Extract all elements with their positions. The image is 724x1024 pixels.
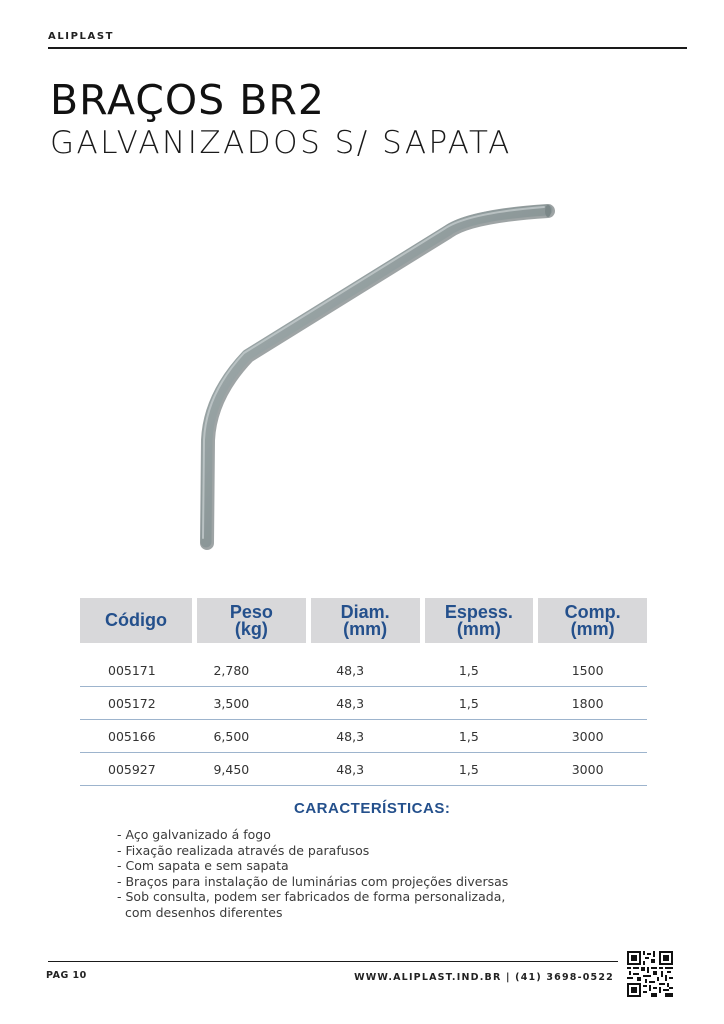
cell-espess: 1,5 <box>458 728 479 744</box>
characteristics-heading: CARACTERÍSTICAS: <box>294 800 451 817</box>
list-item: - Braços para instalação de luminárias com projeções diversas <box>117 873 509 889</box>
list-item: - Com sapata e sem sapata <box>117 858 289 873</box>
table-row <box>80 687 647 720</box>
pipe-end-cap <box>545 205 551 217</box>
header-diam: Diam. (mm) <box>311 598 420 643</box>
cell-espess: 1,5 <box>458 761 479 777</box>
table-header <box>80 598 647 643</box>
header-divider <box>48 47 687 49</box>
page-number: PAG 10 <box>46 970 87 981</box>
list-item: - Sob consulta, podem ser fabricados de forma personalizada, <box>117 889 506 904</box>
header-comp: Comp. (mm) <box>538 598 647 643</box>
cell-peso: 2,780 <box>213 662 250 678</box>
cell-diam: 48,3 <box>336 761 365 777</box>
pipe-highlight <box>203 207 544 538</box>
page-title: BRAÇOS BR2 <box>50 76 325 124</box>
pipe-shadow <box>207 211 548 543</box>
qr-code-icon[interactable] <box>627 951 673 997</box>
cell-codigo: 005171 <box>108 662 156 678</box>
brand-name: ALIPLAST <box>48 31 115 42</box>
header-codigo: Código <box>80 598 192 643</box>
cell-diam: 48,3 <box>336 728 365 744</box>
list-item: com desenhos diferentes <box>117 904 283 920</box>
footer-divider <box>48 961 618 962</box>
cell-peso: 9,450 <box>213 761 250 777</box>
page-subtitle: GALVANIZADOS S/ SAPATA <box>50 125 512 161</box>
header-peso: Peso (kg) <box>197 598 306 643</box>
list-item: - Fixação realizada através de parafusos <box>117 842 370 858</box>
table-row <box>80 720 647 753</box>
cell-espess: 1,5 <box>458 695 479 711</box>
cell-peso: 6,500 <box>213 728 250 744</box>
table-body <box>80 654 647 786</box>
spec-table <box>80 598 647 786</box>
table-row <box>80 753 647 786</box>
characteristics-list <box>117 827 508 920</box>
cell-comp: 1800 <box>571 695 604 711</box>
contact-info[interactable]: WWW.ALIPLAST.IND.BR | (41) 3698-0522 <box>354 972 614 983</box>
cell-comp: 1500 <box>571 662 604 678</box>
cell-codigo: 005172 <box>108 695 156 711</box>
list-item: - Aço galvanizado á fogo <box>117 827 271 842</box>
cell-comp: 3000 <box>571 728 604 744</box>
cell-diam: 48,3 <box>336 662 365 678</box>
cell-peso: 3,500 <box>213 695 250 711</box>
cell-codigo: 005927 <box>108 761 156 777</box>
header-espess: Espess. (mm) <box>425 598 534 643</box>
product-image <box>180 198 570 558</box>
pipe-body <box>206 210 547 542</box>
cell-codigo: 005166 <box>108 728 156 744</box>
cell-comp: 3000 <box>571 761 604 777</box>
table-row <box>80 654 647 687</box>
cell-espess: 1,5 <box>458 662 479 678</box>
cell-diam: 48,3 <box>336 695 365 711</box>
